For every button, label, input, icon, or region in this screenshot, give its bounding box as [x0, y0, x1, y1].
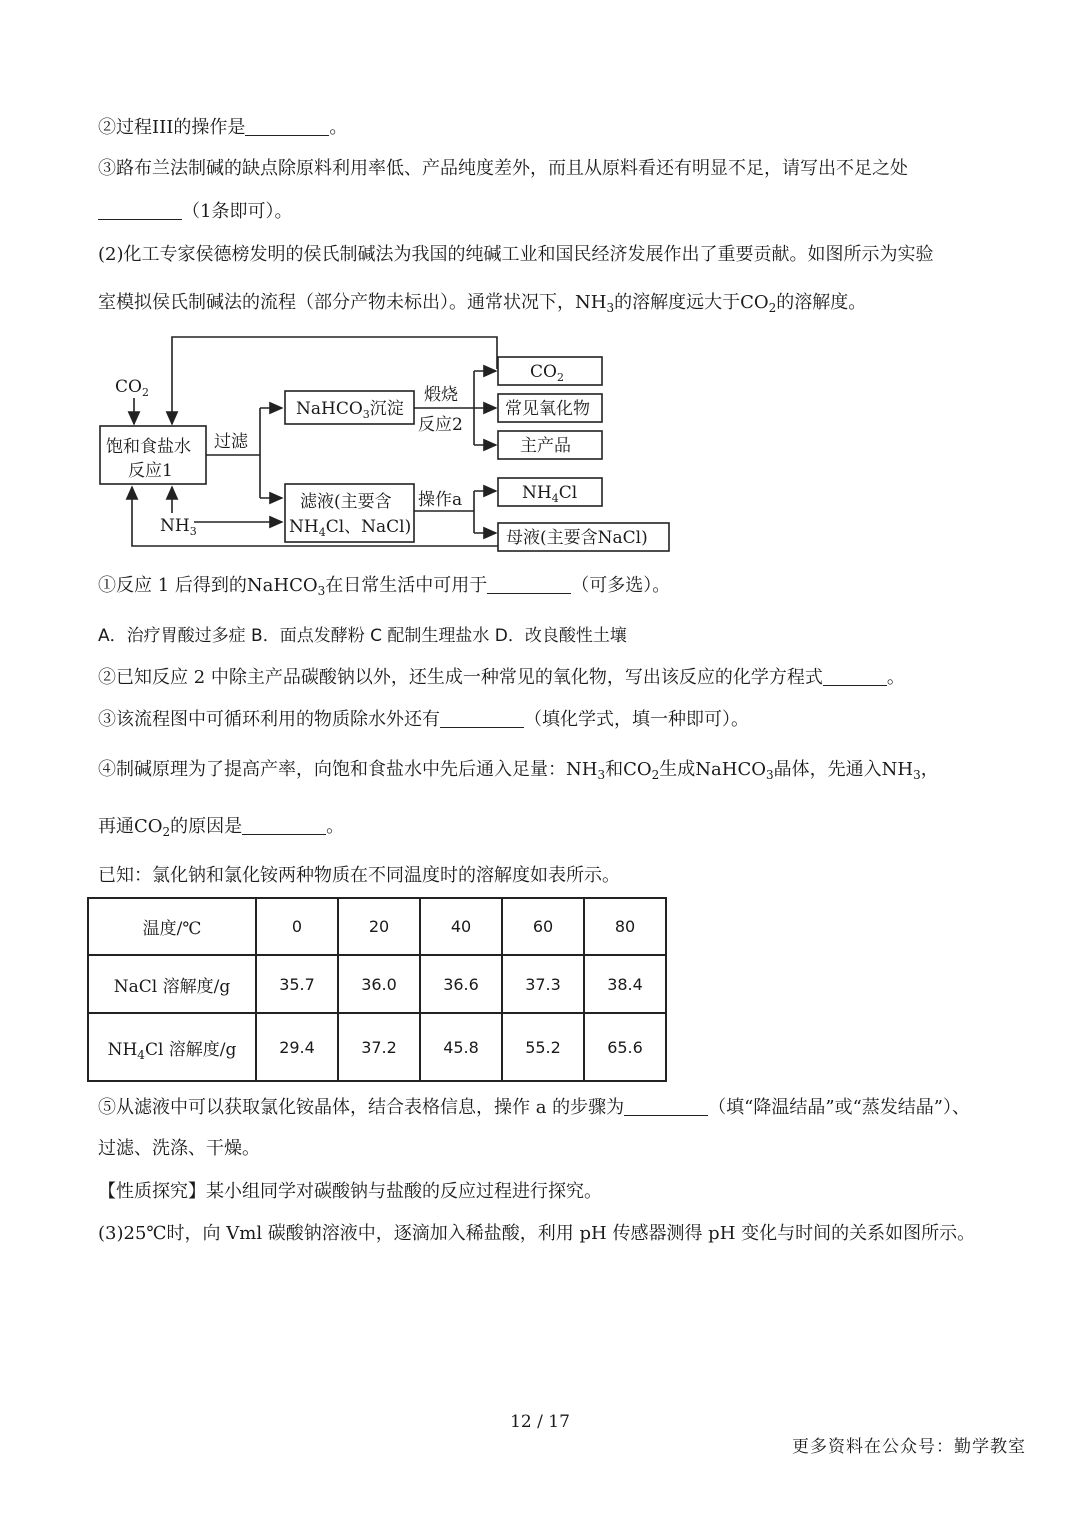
- q2-sub1: ①反应 1 后得到的NaHCO$_3$在日常生活中可用于 （可多选）。: [98, 575, 671, 598]
- table-cell: 36.0: [338, 955, 420, 1013]
- q2-sub5: ⑤从滤液中可以获取氯化铵晶体，结合表格信息，操作 a 的步骤为 （填“降温结晶”或“蒸发结晶”）、: [98, 1097, 970, 1118]
- answer-blank[interactable]: [487, 575, 571, 594]
- watermark-text: 更多资料在公众号：勤学教室: [792, 1437, 1026, 1457]
- q2-sub2: ②已知反应 2 中除主产品碳酸钠以外，还生成一种常见的氧化物，写出该反应的化学方程式 。: [98, 667, 905, 688]
- table-row-label-nh4cl: $NH_4Cl$ 溶解度/g: [88, 1013, 256, 1081]
- answer-blank[interactable]: [98, 201, 182, 220]
- answer-blank[interactable]: [624, 1097, 708, 1116]
- flow-box-nh4cl-label: $NH_4Cl$: [522, 483, 578, 505]
- answer-blank[interactable]: [823, 667, 887, 686]
- table-cell: 0: [256, 898, 338, 955]
- table-cell: 40: [420, 898, 502, 955]
- flow-box-filtrate-line2: $NH_4Cl$、NaCl): [289, 517, 412, 539]
- table-row-label-nacl: NaCl 溶解度/g: [88, 955, 256, 1013]
- flow-nh3-input-label: $NH_3$: [160, 516, 197, 538]
- q2-intro-line2: 室模拟侯氏制碱法的流程（部分产物未标出）。通常状况下，$NH_3$的溶解度远大于$CO_2$的溶解度。: [98, 292, 867, 315]
- flow-box-filtrate-line1: 滤液(主要含: [300, 492, 392, 512]
- q2-known-text: 已知：氯化钠和氯化铵两种物质在不同温度时的溶解度如表所示。: [98, 865, 620, 886]
- q2-sub4-cont: 再通$CO_2$的原因是 。: [98, 816, 345, 839]
- q1-line-process3: ②过程III的操作是 。: [98, 117, 348, 138]
- table-row: [88, 955, 666, 1013]
- solubility-table: [87, 897, 667, 1082]
- page-number: 12 / 17: [510, 1412, 570, 1432]
- flow-box-common-oxide-label: 常见氧化物: [505, 399, 590, 419]
- q2-sub4: ④制碱原理为了提高产率，向饱和食盐水中先后通入足量：$NH_3$和$CO_2$生成NaHCO$_3$晶体，先通入$NH_3$，: [98, 759, 939, 782]
- table-cell: 65.6: [584, 1013, 666, 1081]
- hou-process-flow-diagram: [0, 330, 700, 560]
- flow-box-nahco3-label: NaHCO$_3$沉淀: [296, 399, 404, 421]
- flow-filter-label: 过滤: [214, 432, 248, 452]
- flow-co2-input-label: $CO_2$: [115, 377, 149, 399]
- q2-sub5-cont: 过滤、洗涤、干燥。: [98, 1138, 260, 1159]
- answer-blank[interactable]: [245, 117, 329, 136]
- flow-box-mother-liquor-label: 母液(主要含NaCl): [506, 528, 648, 548]
- table-cell: 37.3: [502, 955, 584, 1013]
- table-cell: 80: [584, 898, 666, 955]
- table-cell: 36.6: [420, 955, 502, 1013]
- table-header-temperature: 温度/℃: [88, 898, 256, 955]
- flow-box-saturated-brine-label: 饱和食盐水: [106, 437, 191, 457]
- table-row: [88, 898, 666, 955]
- flow-op-a-label: 操作a: [418, 490, 463, 510]
- table-cell: 20: [338, 898, 420, 955]
- flow-box-co2-output-label: $CO_2$: [530, 362, 564, 384]
- flow-reaction2-label: 反应2: [418, 415, 463, 435]
- q1-line-drawback-cont: （1条即可）。: [98, 200, 292, 224]
- q3-explore-heading: 【性质探究】某小组同学对碳酸钠与盐酸的反应过程进行探究。: [98, 1181, 602, 1202]
- table-cell: 38.4: [584, 955, 666, 1013]
- table-cell: 55.2: [502, 1013, 584, 1081]
- q1-line-drawback: ③路布兰法制碱的缺点除原料利用率低、产品纯度差外，而且从原料看还有明显不足，请写出不足之处: [98, 158, 908, 179]
- flow-calcine-label: 煅烧: [424, 385, 458, 405]
- answer-blank[interactable]: [242, 816, 326, 835]
- table-cell: 37.2: [338, 1013, 420, 1081]
- q2-sub1-options: A．治疗胃酸过多症 B．面点发酵粉 C 配制生理盐水 D．改良酸性土壤: [98, 626, 627, 646]
- table-cell: 29.4: [256, 1013, 338, 1081]
- table-cell: 60: [502, 898, 584, 955]
- q3-intro: (3)25℃时，向 Vml 碳酸钠溶液中，逐滴加入稀盐酸，利用 pH 传感器测得 pH 变化与时间的关系如图所示。: [98, 1223, 976, 1244]
- flow-box-reaction1-label: 反应1: [128, 461, 173, 481]
- q2-intro-line1: (2)化工专家侯德榜发明的侯氏制碱法为我国的纯碱工业和国民经济发展作出了重要贡献。如图所示为实验: [98, 244, 934, 265]
- answer-blank[interactable]: [440, 709, 524, 728]
- q2-sub3: ③该流程图中可循环利用的物质除水外还有 （填化学式，填一种即可）。: [98, 709, 749, 730]
- table-cell: 45.8: [420, 1013, 502, 1081]
- table-cell: 35.7: [256, 955, 338, 1013]
- flow-box-main-product-label: 主产品: [520, 436, 571, 456]
- table-row: [88, 1013, 666, 1081]
